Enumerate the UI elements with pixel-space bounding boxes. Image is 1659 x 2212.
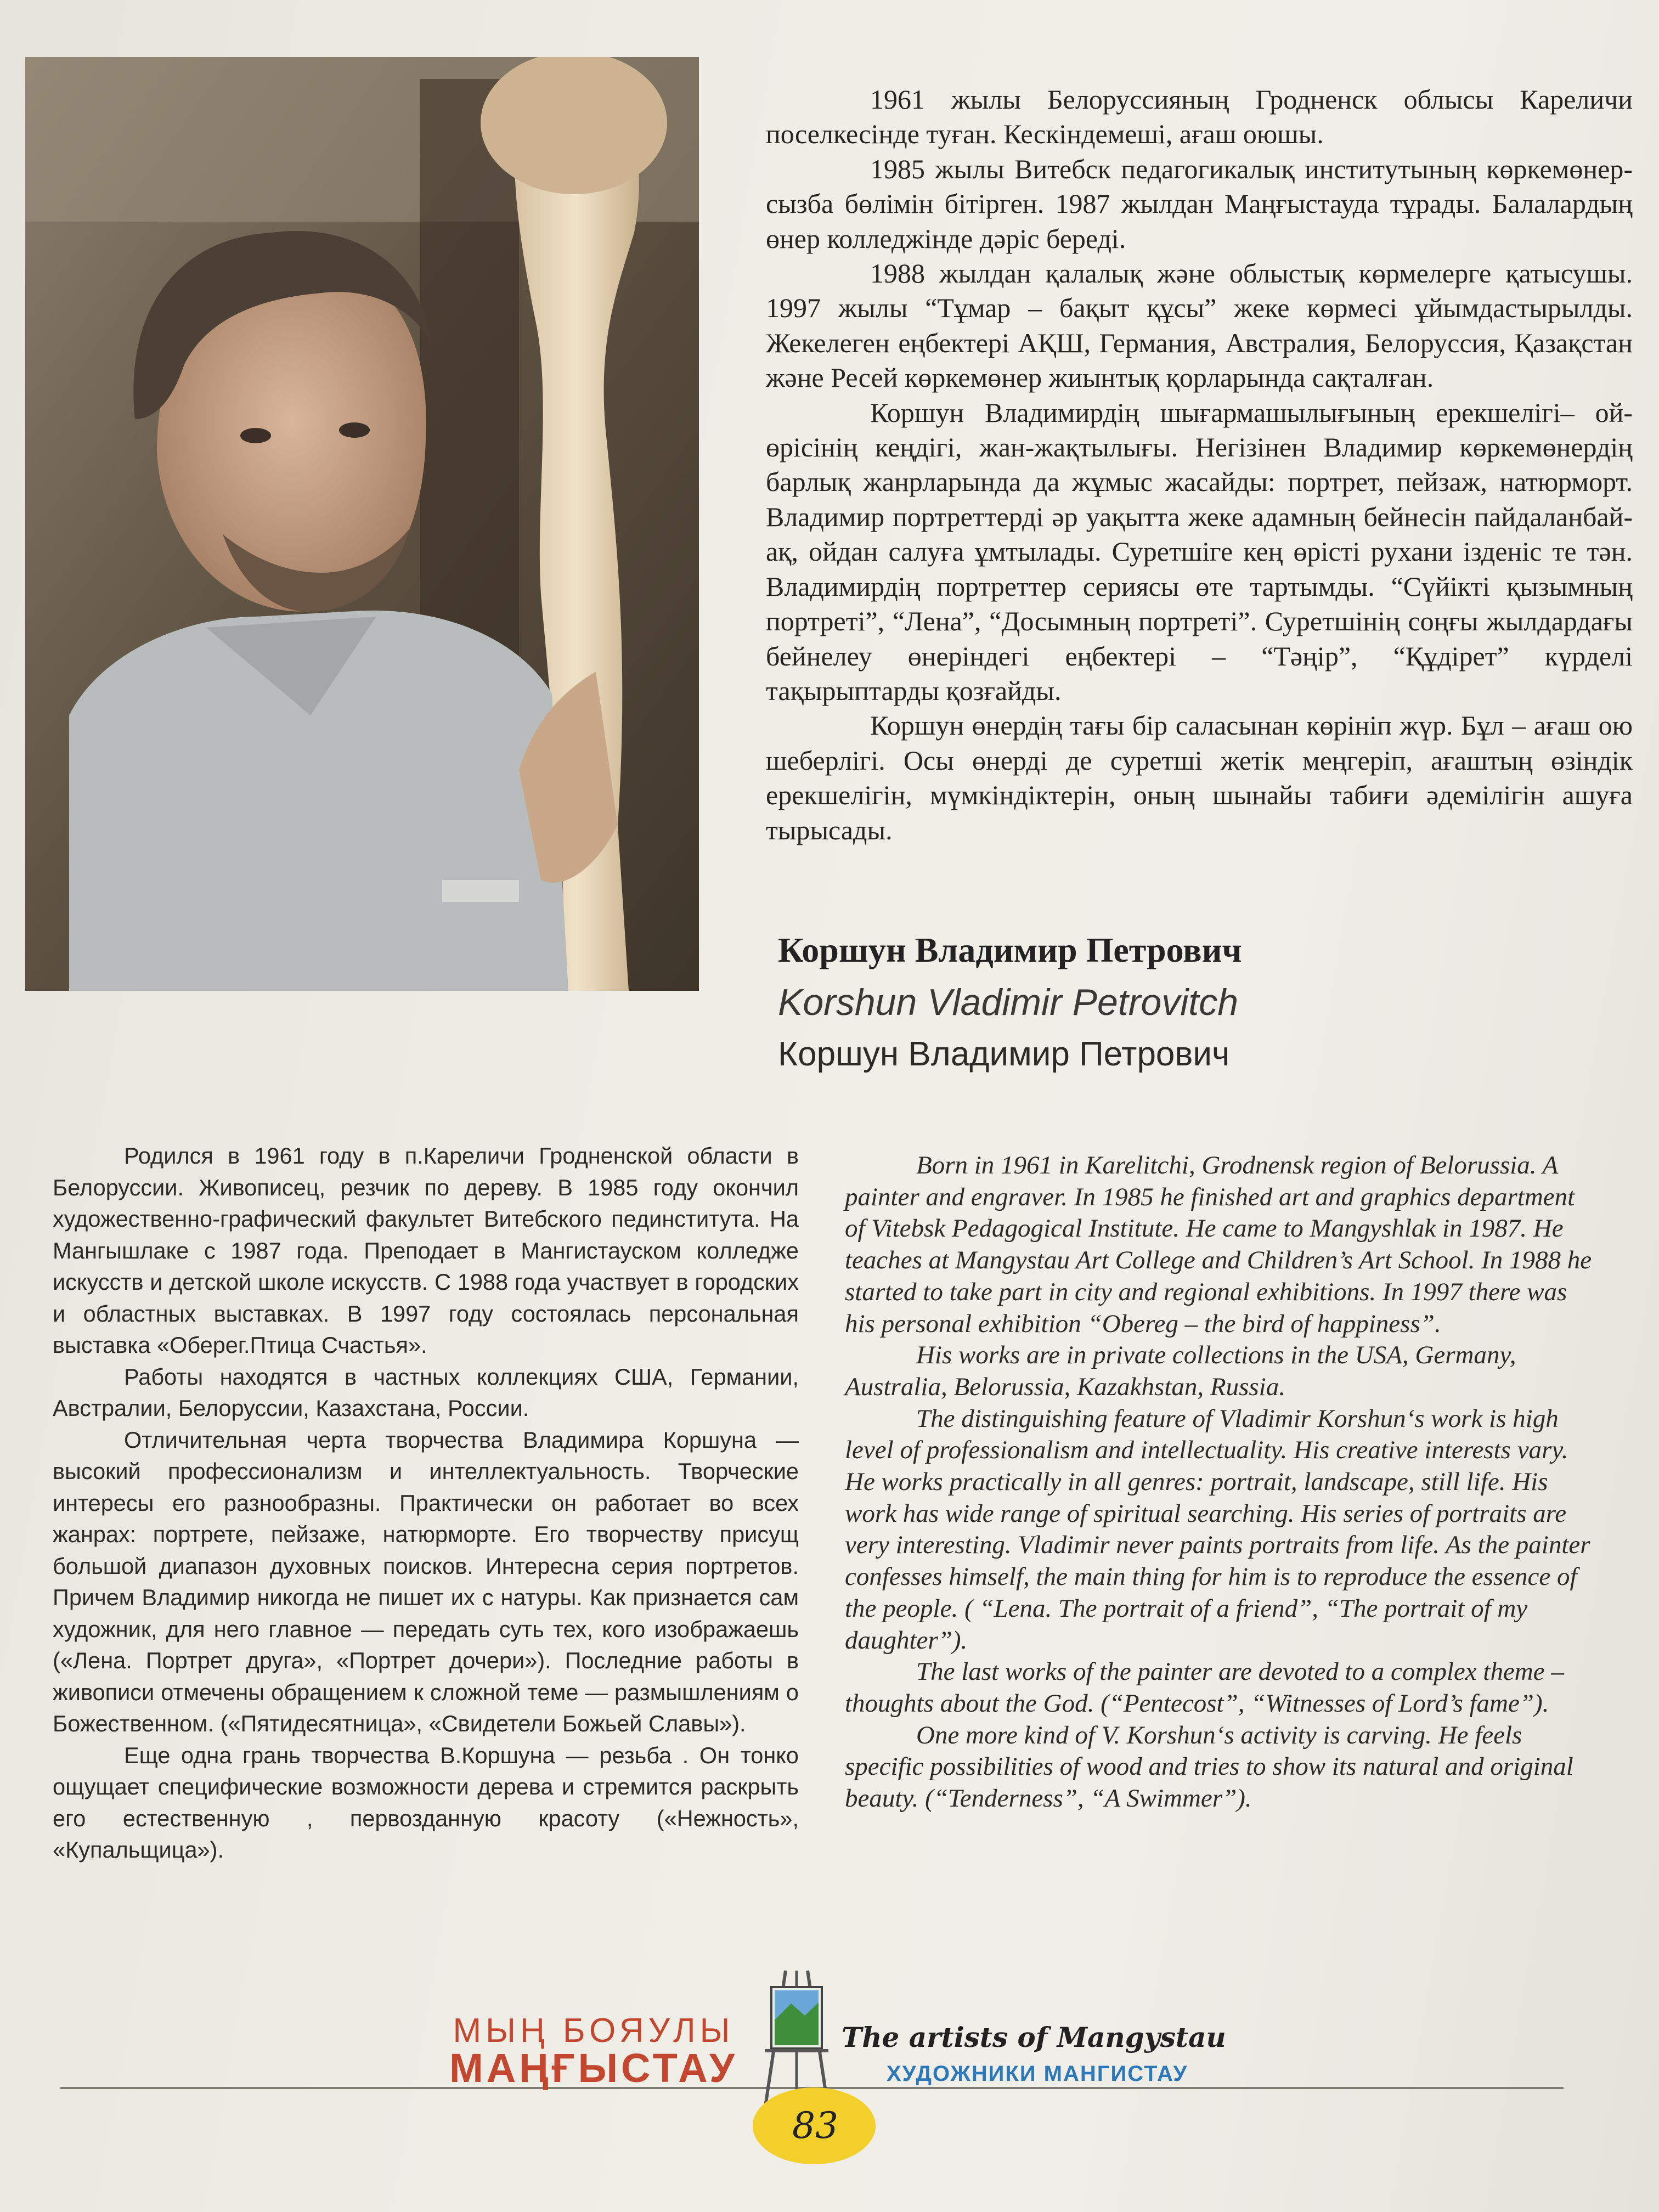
artist-name-russian: Коршун Владимир Петрович (778, 1035, 1230, 1073)
english-paragraph: Born in 1961 in Karelitchi, Grodnensk region of Belorussia. A painter and engraver. In 1985 he finished art and graphics department of Vitebsk Pedagogical Institute. He came to Mangyshlak in 1987. He teaches at Mangystau Art College and Children’s Art School. In 1988 he started to take part in city and regional exhibitions. In 1997 there was his personal exhibition “Obereg – the bird of happiness”. (845, 1151, 1592, 1338)
kazakh-paragraph: 1988 жылдан қалалық және облыстық көрмелерге қатысушы. 1997 жылы “Тұмар – бақыт құсы” жеке көрмесі ұйымдастырылды. Жекелеген еңбектері АҚШ, Германия, Австралия, Белоруссия, Қазақстан және Ресей көркемөнер жиынтық қорларында сақталған. (766, 258, 1633, 393)
english-biography (845, 1150, 1596, 1815)
kazakh-biography (766, 82, 1633, 848)
logo-line-1: МЫҢ БОЯУЛЫ (453, 2012, 735, 2050)
artist-photo (25, 57, 699, 991)
english-paragraph: The distinguishing feature of Vladimir Korshun‘s work is high level of professionalism and intellectuality. His creative interests vary. He works practically in all genres: portrait, landscape, still life. His work has wide range of spiritual searching. His series of portraits are very interesting. Vladimir never paints portraits from life. As the painter confesses himself, the main thing for him is to reproduce the essence of the people. ( “Lena. The portrait of a friend”, “The portrait of my daughter”). (845, 1404, 1590, 1655)
logo-line-2: МАҢҒЫСТАУ (449, 2045, 738, 2091)
russian-paragraph: Родился в 1961 году в п.Кареличи Гродненской области в Белоруссии. Живописец, резчик по дереву. В 1985 году окончил художественно-графический факультет Витебского пединститута. На Мангышлаке с 1987 года. Преподает в Мангистауском колледже искусств и детской школе искусств. С 1988 года участвует в городских и областных выставках. В 1997 году состоялась персональная выставка «Оберег.Птица Счастья». (53, 1143, 799, 1358)
russian-biography (53, 1140, 799, 1866)
russian-paragraph: Работы находятся в частных коллекциях США, Германии, Австралии, Белоруссии, Казахстана, России. (53, 1363, 799, 1421)
artists-of-mangystau-russian: ХУДОЖНИКИ МАНГИСТАУ (887, 2062, 1188, 2086)
english-paragraph: One more kind of V. Korshun‘s activity is carving. He feels specific possibilities of wood and tries to show its natural and original beauty. (“Tenderness”, “A Swimmer”). (845, 1720, 1573, 1813)
page-number: 83 (792, 2104, 838, 2147)
kazakh-paragraph: 1985 жылы Витебск педагогикалық институтының көркемөнер-сызба бөлімін бітірген. 1987 жылдан Маңғыстауда тұрады. Балалардың өнер колледжінде дәріс береді. (766, 153, 1633, 254)
kazakh-paragraph: Коршун өнердің тағы бір саласынан көрініп жүр. Бұл – ағаш ою шеберлігі. Осы өнерді де суретші жетік меңгеріп, ағаштың өзіндік ерекшелігін, мүмкіндіктерін, оның шынайы табиғи әдемілігін ашуға тырысады. (766, 710, 1633, 845)
artist-portrait-image (25, 57, 699, 991)
russian-paragraph: Отличительная черта творчества Владимира Коршуна — высокий профессионализм и интеллектуальность. Творческие интересы его разнообразны. Практически он работает во всех жанрах: портрете, пейзаже, натюрморте. Его творчеству присущ большой диапазон духовных поисков. Интересна серия портретов. Причем Владимир никогда не пишет их с натуры. Как признается сам художник, для него главное — передать суть тех, кого изображаешь («Лена. Портрет друга», «Портрет дочери»). Последние работы в живописи отмечены обращением к сложной теме — размышлениям о Божественном. («Пятидесятница», «Свидетели Божьей Славы»). (53, 1426, 799, 1736)
publication-logo-kazakh (435, 2012, 753, 2091)
kazakh-paragraph: 1961 жылы Белоруссияның Гродненск облысы Кареличи поселкесінде туған. Кескіндемеші, ағаш оюшы. (766, 84, 1633, 150)
english-paragraph: The last works of the painter are devoted to a complex theme – thoughts about the God. (“Pentecost”, “Witnesses of Lord’s fame”). (845, 1657, 1564, 1718)
english-paragraph: His works are in private collections in the USA, Germany, Australia, Belorussia, Kazakhstan, Russia. (845, 1341, 1516, 1401)
russian-paragraph: Еще одна грань творчества В.Коршуна — резьба . Он тонко ощущает специфические возможности дерева и стремится раскрыть его естественную , первозданную красоту («Нежность», «Купальщица»). (53, 1742, 799, 1863)
artist-name-english: Korshun Vladimir Petrovitch (778, 981, 1239, 1023)
artist-name-kazakh: Коршун Владимир Петрович (778, 930, 1242, 969)
artists-of-mangystau-english: The artists of Mangystau (842, 2021, 1226, 2053)
kazakh-paragraph: Коршун Владимирдің шығармашылығының ерекшелігі– ой-өрісінің кеңдігі, жан-жақтылығы. Негізінен Владимир көркемөнердің барлық жанрларында да жұмыс жасайды: портрет, пейзаж, натюрморт. Владимир портреттерді әр уақытта жеке адамның бейнесін пайдаланбай-ақ, ойдан салуға ұмтылады. Суретшіге кең өрісті рухани ізденіс те тән. Владимирдің портреттер сериясы өте тартымды. “Сүйікті қызымның портреті”, “Лена”, “Досымның портреті”. Суретшінің соңғы жылдардағы бейнелеу өнеріндегі еңбектері – “Тәңір”, “Құдірет” күрделі тақырыптарды қозғайды. (766, 397, 1633, 706)
